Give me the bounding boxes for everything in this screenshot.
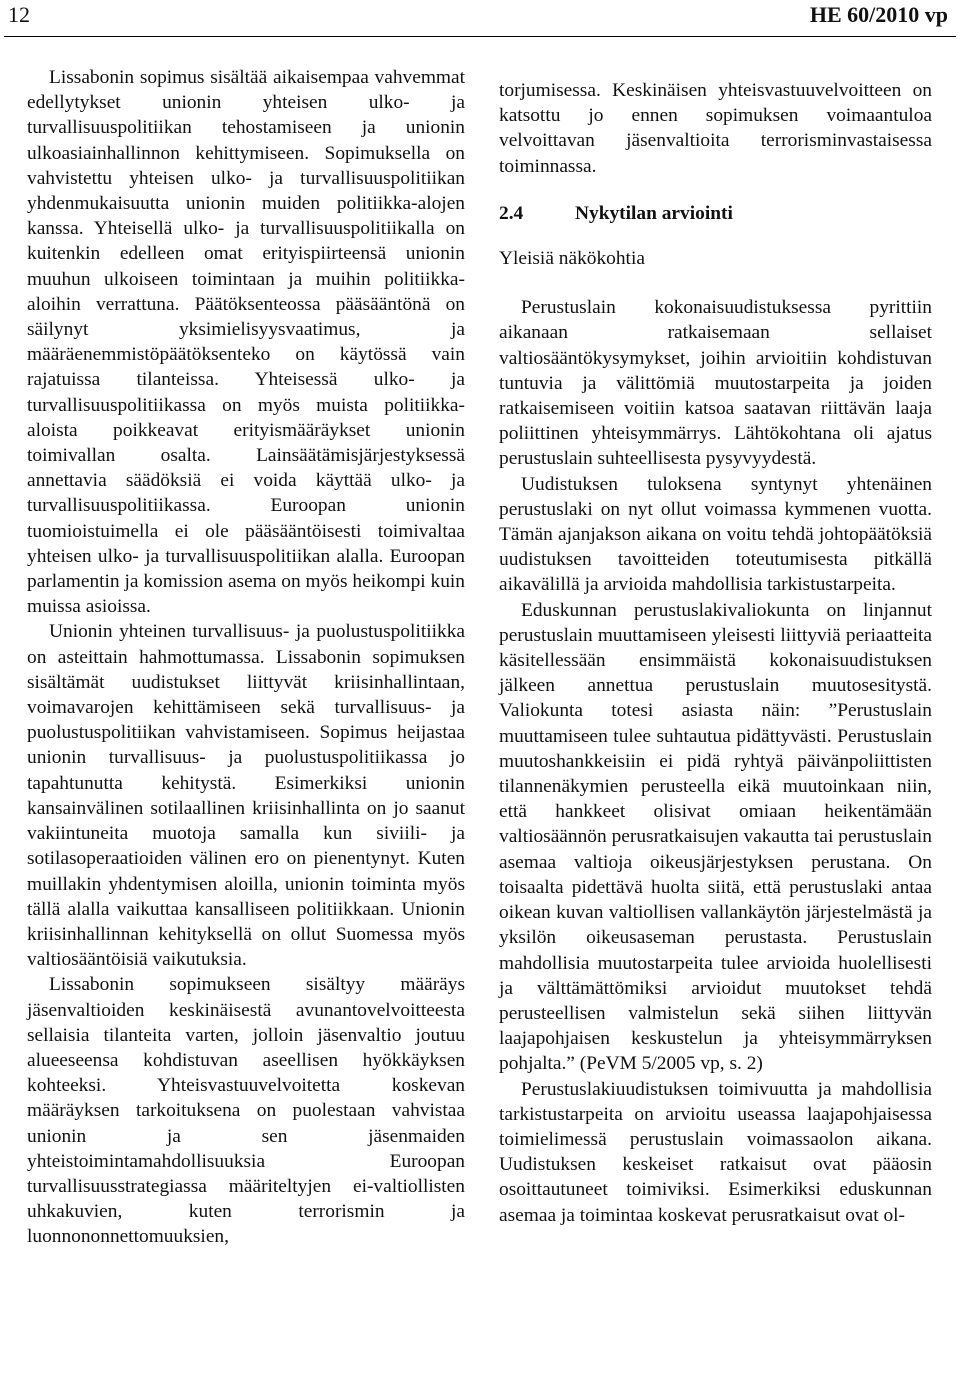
paragraph: Uudistuksen tuloksena syntynyt yhtenäinen perustuslaki on nyt ollut voimassa kymmenen vuotta. Tämän ajanjakson aikana on voitu tehdä johtopäätöksiä uudistuksen tavoitteiden toteutumisesta pitkällä aikavälillä ja arvioida mahdollisia tarkistustarpeita. (499, 473, 932, 596)
paragraph: Unionin yhteinen turvallisuus- ja puolustuspolitiikka on asteittain hahmottumassa. Lissabonin sopimuksen sisältämät uudistukset liittyvät kriisinhallintaan, voimavarojen kehittämiseen sekä turvallisuus- ja puolustuspolitiikan vahvistamiseen. Sopimus heijastaa unionin turvallisuus- ja puolustuspolitiikassa jo tapahtunutta kehitystä. Esimerkiksi unionin kansainvälinen sotilaallinen kriisinhallinta on jo saanut vakiintuneita muotoja samalla kun siviili- ja sotilasoperaatioiden välinen ero on pienentynyt. Kuten muillakin yhdentymisen aloilla, unionin toiminta myös tällä alalla vaikuttaa kansalliseen politiikkaan. Unionin kriisinhallinnan kehityksellä on ollut Suomessa myös valtiosääntöisiä vaikutuksia. (27, 621, 465, 971)
section-number: 2.4 (499, 202, 524, 224)
left-column (27, 65, 465, 1250)
document-id: HE 60/2010 vp (809, 2, 948, 27)
paragraph: Lissabonin sopimukseen sisältyy määräys jäsenvaltioiden keskinäisestä avunantovelvoitteesta sellaisia tilanteita varten, jolloin jäsenvaltio joutuu alueeseensa kohdistuvan aseellisen hyökkäyksen kohteeksi. Yhteisvastuuvelvoitetta koskevan määräyksen tarkoituksena on puolestaan vahvistaa unionin ja sen jäsenmaiden yhteistoimintamahdollisuuksia Euroopan turvallisuusstrategiassa määriteltyjen ei-valtiollisten uhkakuvien, kuten terrorismin ja luonnononnettomuuksien, (27, 974, 465, 1248)
subsection-heading: Yleisiä näkökohtia (499, 248, 645, 270)
paragraph: Lissabonin sopimus sisältää aikaisempaa vahvemmat edellytykset unionin yhteisen ulko- ja turvallisuuspolitiikan tehostamiseen ja unionin ulkoasiainhallinnon kehittymiseen. Sopimuksella on vahvistettu yhteisen ulko- ja turvallisuuspolitiikan yhdenmukaisuutta unionin muiden politiikka-alojen kanssa. Yhteisellä ulko- ja turvallisuuspolitiikalla on kuitenkin edelleen omat erityispiirteensä unionin muuhun ulkoiseen toimintaan ja muihin politiikka-aloihin verrattuna. Päätöksenteossa pääsääntönä on säilynyt yksimielisyysvaatimus, ja määräenemmistöpäätöksenteko on käytössä vain rajatuissa tilanteissa. Yhteisessä ulko- ja turvallisuuspolitiikassa on myös muista politiikka-aloista poikkeavat erityismääräykset unionin toimivallan osalta. Lainsäätämisjärjestyksessä annettavia säädöksiä ei voida käyttää ulko- ja turvallisuuspolitiikassa. Euroopan unionin tuomioistuimella ei ole pääsääntöisesti toimivaltaa yhteisen ulko- ja turvallisuuspolitiikan alalla. Euroopan parlamentin ja komission asema on myös heikompi kuin muissa asioissa. (27, 67, 465, 618)
right-column (499, 78, 932, 1228)
paragraph: Perustuslain kokonaisuudistuksessa pyrittiin aikanaan ratkaisemaan sellaiset valtiosääntökysymykset, joihin arvioitiin kohdistuvan tuntuvia ja välittömiä muutostarpeita ja joiden ratkaisemiseen voitiin katsoa saatavan riittävän laaja poliittinen yhteisymmärrys. Lähtökohtana oli ajatus perustuslain suhteellisesta pysyvyydestä. (499, 297, 932, 470)
section-title: Nykytilan arviointi (575, 202, 733, 224)
section-heading (499, 201, 932, 226)
paragraph: torjumisessa. Keskinäisen yhteisvastuuvelvoitteen on katsottu jo ennen sopimuksen voimaantuloa velvoittavan jäsenvaltioita terrorisminvastaisessa toiminnassa. (499, 80, 932, 177)
page-header (0, 0, 960, 40)
paragraph: Perustuslakiuudistuksen toimivuutta ja mahdollisia tarkistustarpeita on arvioitu useassa laajapohjaisessa toimielimessä perustuslain voimassaolon aikana. Uudistuksen keskeiset ratkaisut ovat pääosin osoittautuneet toimiviksi. Esimerkiksi eduskunnan asemaa ja toimintaa koskevat perusratkaisut ovat ol- (499, 1078, 932, 1226)
page-number: 12 (8, 2, 30, 27)
header-rule (4, 36, 956, 37)
paragraph: Eduskunnan perustuslakivaliokunta on linjannut perustuslain muuttamiseen yleisesti liittyviä periaatteita käsitellessään ensimmäistä kokonaisuudistuksen jälkeen annettua perustuslain muutosesitystä. Valiokunta totesi asiasta näin: ”Perustuslain muuttamiseen tulee suhtautua pidättyvästi. Perustuslain muutoshankkeisiin ei pidä ryhtyä päivänpoliittisten tilannenäkymien perusteella eikä muutoinkaan niin, että hankkeet olisivat omiaan heikentämään valtiosäännön perusratkaisujen vakautta tai perustuslain asemaa valtioja oikeusjärjestyksen perustana. On toisaalta pidettävä huolta siitä, että perustuslaki antaa oikean kuvan valtiollisen vallankäytön järjestelmästä ja yksilön oikeusaseman perustasta. Perustuslain mahdollisia muutostarpeita tulee arvioida huolellisesti ja välttämättömiksi arvioidut muutokset tehdä perusteellisen valmistelun sekä siihen liittyvän laajapohjaisen keskustelun ja yhteisymmärryksen pohjalta.” (PeVM 5/2005 vp, s. 2) (499, 599, 932, 1075)
